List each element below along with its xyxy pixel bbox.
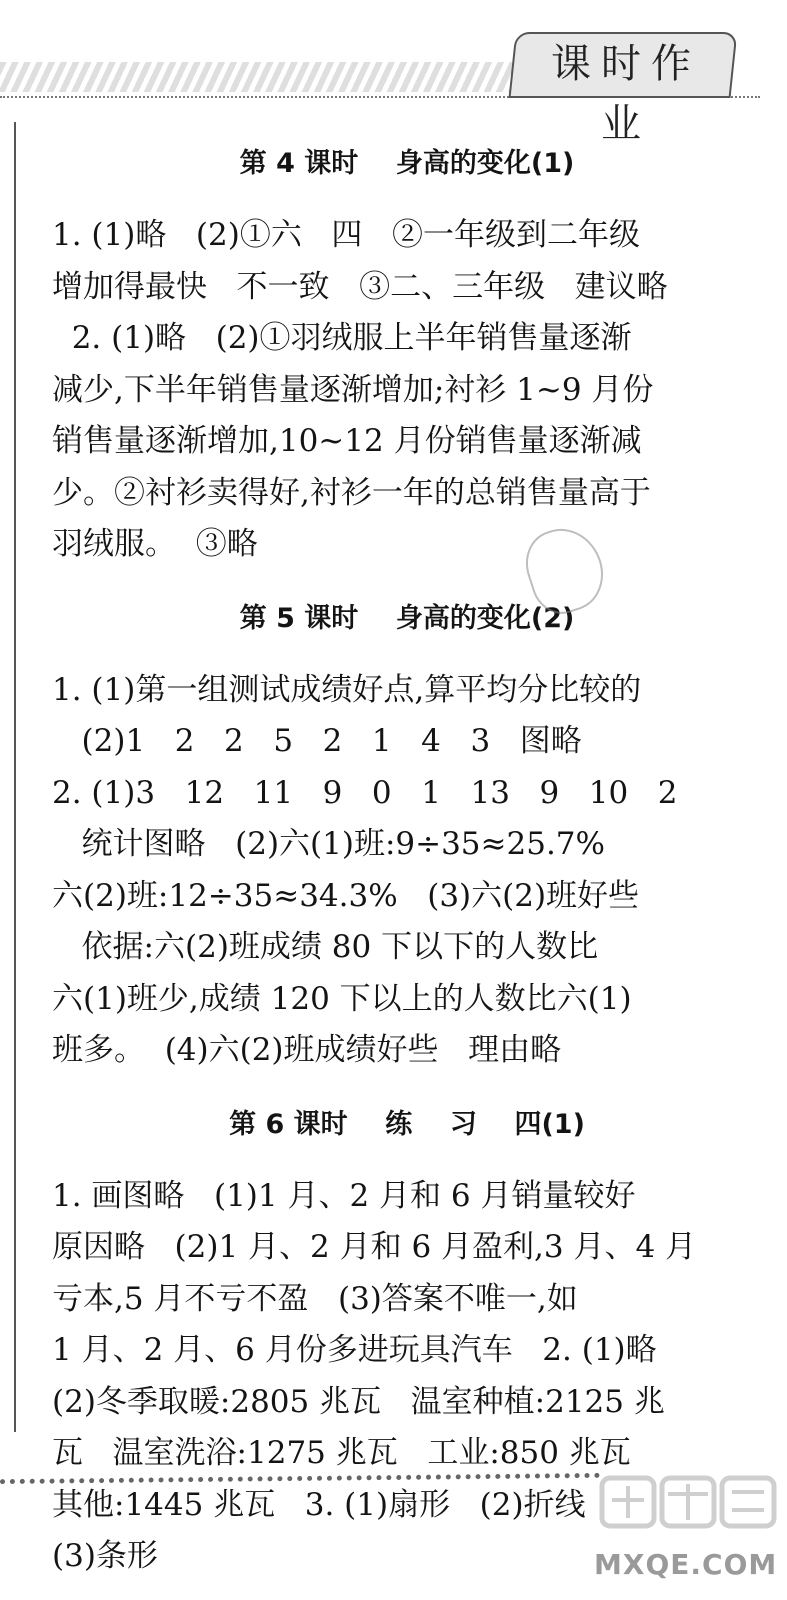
answer-line: (2)1 2 2 5 2 1 4 3 图略 (52, 723, 582, 759)
header-tab-label: 课时作业 (551, 41, 701, 147)
answer-line: 统计图略 (2)六(1)班:9÷35≈25.7% (52, 826, 605, 862)
answer-line: 增加得最快 不一致 ③二、三年级 建议略 (52, 268, 668, 305)
answer-line: (2)冬季取暖:2805 兆瓦 温室种植:2125 兆 (52, 1383, 665, 1420)
answer-line: 1. (1)第一组测试成绩好点,算平均分比较的 (52, 671, 642, 708)
answer-line: 班多。 (4)六(2)班成绩好些 理由略 (52, 1032, 562, 1068)
answer-line: 1 月、2 月、6 月份多进玩具汽车 2. (1)略 (52, 1332, 657, 1368)
watermark-text: MXQE.COM (594, 1548, 778, 1581)
answer-line: 2. (1)3 12 11 9 0 1 13 9 10 2 (52, 774, 678, 811)
answer-line: 2. (1)略 (2)①羽绒服上半年销售量逐渐 (52, 320, 632, 356)
answer-line: 六(2)班:12÷35≈34.3% (3)六(2)班好些 (52, 877, 640, 914)
answer-line: 减少,下半年销售量逐渐增加;衬衫 1~9 月份 (52, 371, 654, 408)
answer-content (52, 138, 742, 1583)
answer-line: 1. 画图略 (1)1 月、2 月和 6 月销量较好 (52, 1177, 636, 1214)
section-title-lesson-4: 第 4 课时 身高的变化(1) (239, 148, 575, 179)
answer-line: (3)条形 (52, 1538, 158, 1574)
section-title-lesson-5: 第 5 课时 身高的变化(2) (239, 602, 575, 634)
answer-line: 依据:六(2)班成绩 80 下以下的人数比 (52, 929, 599, 965)
answer-line: 1. (1)略 (2)①六 四 ②一年级到二年级 (52, 217, 640, 253)
answer-line: 亏本,5 月不亏不盈 (3)答案不唯一,如 (52, 1280, 578, 1317)
answer-line: 六(1)班少,成绩 120 下以上的人数比六(1) (52, 980, 632, 1017)
answer-line: 销售量逐渐增加,10~12 月份销售量逐渐减 (52, 423, 642, 459)
answer-line: 其他:1445 兆瓦 3. (1)扇形 (2)折线 (52, 1486, 586, 1523)
answer-line: 原因略 (2)1 月、2 月和 6 月盈利,3 月、4 月 (52, 1229, 697, 1265)
header-stripe-band (0, 62, 520, 92)
answer-line: 瓦 温室洗浴:1275 兆瓦 工业:850 兆瓦 (52, 1435, 631, 1471)
answer-line: 少。②衬衫卖得好,衬衫一年的总销售量高于 (52, 474, 651, 511)
section-title-lesson-6: 第 6 课时 练 习 四(1) (229, 1108, 585, 1140)
left-margin-rule (14, 122, 16, 1432)
answer-line: 羽绒服。 ③略 (52, 526, 258, 562)
